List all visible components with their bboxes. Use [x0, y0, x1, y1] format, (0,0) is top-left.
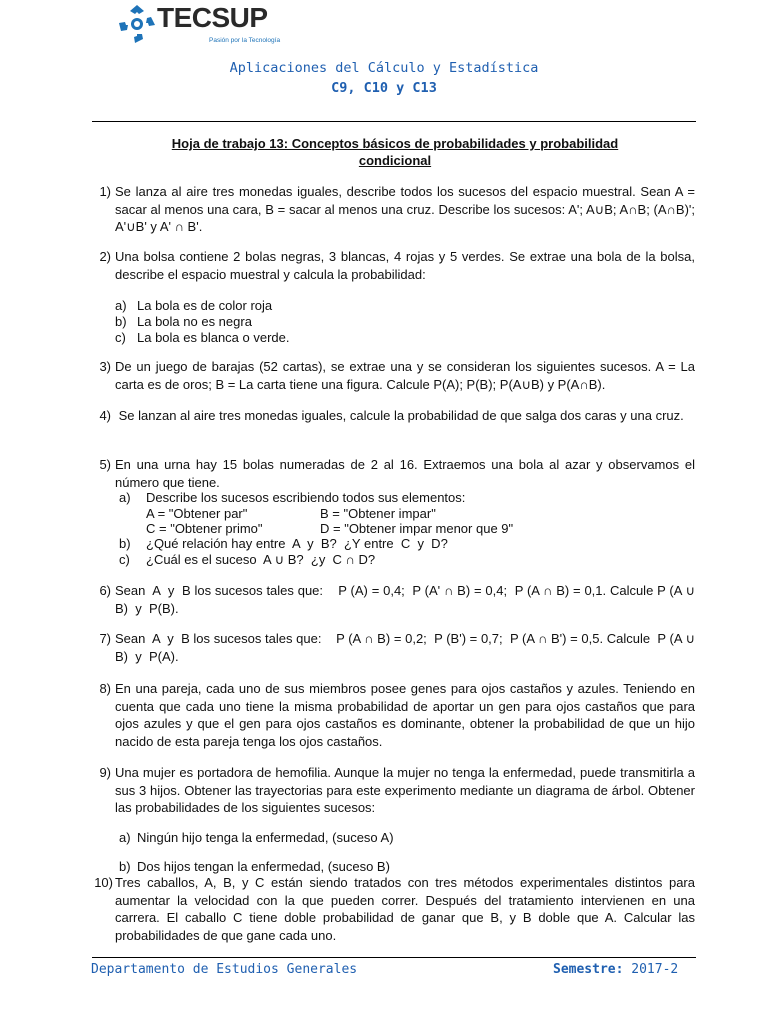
question-number: 5): [99, 457, 111, 472]
question-text: Una bolsa contiene 2 bolas negras, 3 blancas, 4 rojas y 5 verdes. Se extrae una bola de la bolsa, describe el espacio muestral y calcula la probabilidad:: [115, 249, 695, 282]
list-item: b) Dos hijos tengan la enfermedad, (suceso B): [119, 859, 390, 874]
course-codes: C9, C10 y C13: [331, 80, 437, 96]
footer-divider: [92, 957, 696, 958]
question-3: [91, 358, 695, 393]
question-number: 6): [99, 583, 111, 598]
event-definition: B = "Obtener impar": [320, 506, 436, 521]
question-text: Tres caballos, A, B, y C están siendo tratados con tres métodos experimentales distintos para aumentar la velocidad con la que pueden correr. Después del tratamiento intervienen en una carrera. El caballo C tiene doble probabilidad de ganar que B, y B doble que A. Calcular las probabilidades de que gane cada uno.: [115, 875, 695, 943]
question-6: [91, 582, 699, 617]
list-item: b) La bola no es negra: [115, 314, 252, 329]
question-number: 10): [94, 875, 113, 890]
footer-department: Departamento de Estudios Generales: [91, 962, 358, 977]
question-number: 7): [99, 631, 111, 646]
question-4: [91, 407, 695, 425]
logo-wordmark: TECSUP: [157, 2, 268, 33]
question-text: Sean A y B los sucesos tales que: P (A ∩ B) = 0,2; P (B') = 0,7; P (A ∩ B') = 0,5. Calcule P (A ∪ B) y P(A).: [115, 631, 699, 664]
tecsup-logo: [117, 3, 292, 45]
question-number: 8): [99, 681, 111, 696]
question-text: De un juego de barajas (52 cartas), se extrae una y se consideran los siguientes sucesos. A = La carta es de oros; B = La carta tiene una figura. Calcule P(A); P(B); P(A∪B) y P(A∩B).: [115, 359, 695, 392]
semester-label: Semestre:: [553, 962, 624, 977]
question-number: 9): [99, 765, 111, 780]
list-item: a) Describe los sucesos escribiendo todos sus elementos:: [119, 490, 466, 505]
question-text: En una pareja, cada uno de sus miembros posee genes para ojos castaños y azules. Teniendo en cuenta que cada uno tiene la misma probabilidad de aportar un gen para ojos castaños que para ojos azules y que el gen para ojos castaños es dominante, obtener la probabilidad de que un hijo nacido de esta pareja tenga los ojos castaños.: [115, 681, 695, 749]
question-number: 3): [99, 359, 111, 374]
question-2: [91, 248, 695, 283]
question-8: [91, 680, 695, 750]
semester-value: 2017-2: [631, 962, 679, 977]
header-divider: [92, 121, 696, 122]
sheet-title-line-2: condicional: [358, 153, 432, 168]
event-definition: A = "Obtener par": [146, 506, 248, 521]
question-text: Sean A y B los sucesos tales que: P (A) = 0,4; P (A' ∩ B) = 0,4; P (A ∩ B) = 0,1. Calcule P (A ∪ B) y P(B).: [115, 583, 699, 616]
question-text: Una mujer es portadora de hemofilia. Aunque la mujer no tenga la enfermedad, puede transmitirla a sus 3 hijos. Obtener las trayectorias para este experimento mediante un diagrama de árbol. Obtener las probabilidades de los siguientes sucesos:: [115, 765, 695, 815]
question-5: [91, 456, 695, 491]
sheet-title-line-1: Hoja de trabajo 13: Conceptos básicos de probabilidades y probabilidad: [171, 136, 619, 151]
sheet-title: [115, 135, 675, 169]
question-number: 4): [99, 408, 111, 423]
question-text: Se lanzan al aire tres monedas iguales, calcule la probabilidad de que salga dos caras y una cruz.: [115, 408, 684, 423]
list-item: c) ¿Cuál es el suceso A ∪ B? ¿y C ∩ D?: [119, 552, 376, 567]
question-text: Se lanza al aire tres monedas iguales, describe todos los sucesos del espacio muestral. Sean A = sacar al menos una cara, B = sacar al menos una cruz. Describe los sucesos: A'; A∪B; A∩B; (A∩B)'; A'∪B' y A' ∩ B'.: [115, 184, 695, 234]
question-10: [91, 874, 695, 944]
footer-semester: [553, 962, 678, 977]
question-text: En una urna hay 15 bolas numeradas de 2 al 16. Extraemos una bola al azar y observamos el número que tiene.: [115, 457, 695, 490]
list-item: b) ¿Qué relación hay entre A y B? ¿Y entre C y D?: [119, 536, 448, 551]
question-9: [91, 764, 695, 817]
tecsup-logo-icon: [117, 3, 157, 45]
logo-tagline: Pasión por la Tecnología: [209, 37, 281, 44]
event-definition: C = "Obtener primo": [146, 521, 263, 536]
list-item: c) La bola es blanca o verde.: [115, 330, 290, 345]
question-7: [91, 630, 699, 665]
event-definition: D = "Obtener impar menor que 9": [320, 521, 514, 536]
question-1: [91, 183, 695, 236]
question-number: 2): [99, 249, 111, 264]
question-number: 1): [99, 184, 111, 199]
list-item: a) Ningún hijo tenga la enfermedad, (suceso A): [119, 830, 394, 845]
course-title: Aplicaciones del Cálculo y Estadística: [229, 60, 539, 76]
list-item: a) La bola es de color roja: [115, 298, 273, 313]
